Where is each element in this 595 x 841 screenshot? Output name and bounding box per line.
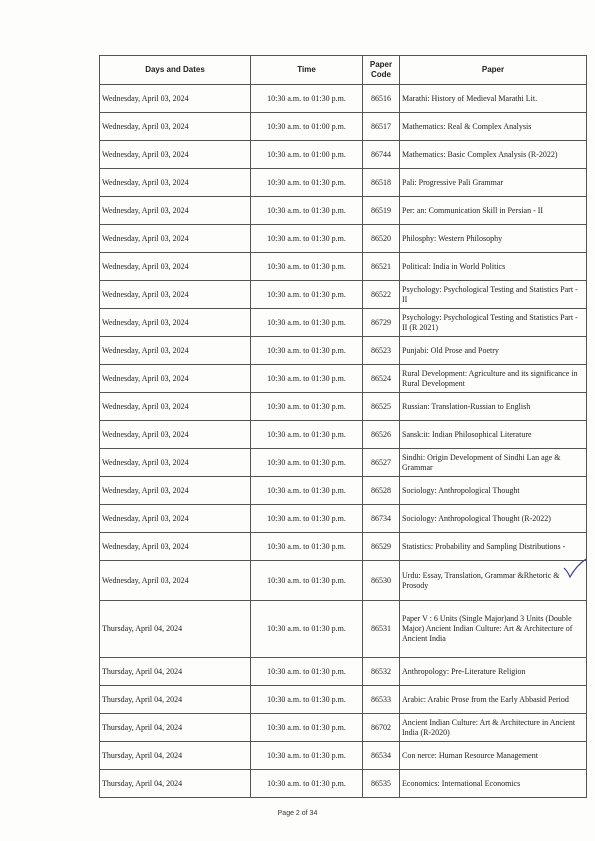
cell-day: Wednesday, April 03, 2024 — [100, 533, 251, 561]
cell-day: Wednesday, April 03, 2024 — [100, 253, 251, 281]
cell-time: 10:30 a.m. to 01:30 p.m. — [251, 421, 363, 449]
table-row — [100, 421, 587, 449]
table-row — [100, 337, 587, 365]
table-row — [100, 169, 587, 197]
cell-day: Wednesday, April 03, 2024 — [100, 225, 251, 253]
table-row — [100, 225, 587, 253]
cell-code: 86521 — [363, 253, 400, 281]
cell-paper: Punjabi: Old Prose and Poetry — [400, 337, 587, 365]
cell-paper: Sindhi: Origin Development of Sindhi Lan age & Grammar — [400, 449, 587, 477]
cell-code: 86527 — [363, 449, 400, 477]
cell-day: Thursday, April 04, 2024 — [100, 686, 251, 714]
table-row — [100, 449, 587, 477]
cell-paper: Statistics: Probability and Sampling Distributions - — [400, 533, 587, 561]
cell-code: 86530 — [363, 561, 400, 601]
cell-time: 10:30 a.m. to 01:30 p.m. — [251, 393, 363, 421]
cell-paper: Political: India in World Politics — [400, 253, 587, 281]
table-row — [100, 141, 587, 169]
cell-time: 10:30 a.m. to 01:30 p.m. — [251, 225, 363, 253]
cell-paper: Psychology: Psychological Testing and Statistics Part - II (R 2021) — [400, 309, 587, 337]
table-body — [100, 85, 587, 798]
cell-paper: Sansk:it: Indian Philosophical Literature — [400, 421, 587, 449]
cell-day: Wednesday, April 03, 2024 — [100, 477, 251, 505]
cell-code: 86734 — [363, 505, 400, 533]
cell-code: 86744 — [363, 141, 400, 169]
table-row — [100, 197, 587, 225]
cell-day: Thursday, April 04, 2024 — [100, 714, 251, 742]
cell-paper: Marathi: History of Medieval Marathi Lit. — [400, 85, 587, 113]
cell-code: 86519 — [363, 197, 400, 225]
cell-day: Wednesday, April 03, 2024 — [100, 421, 251, 449]
exam-schedule-table — [99, 55, 587, 798]
cell-time: 10:30 a.m. to 01:30 p.m. — [251, 281, 363, 309]
table-row — [100, 309, 587, 337]
cell-time: 10:30 a.m. to 01:30 p.m. — [251, 770, 363, 798]
table-row — [100, 686, 587, 714]
table-row — [100, 658, 587, 686]
cell-paper: Philosphy: Western Philosophy — [400, 225, 587, 253]
header-days-and-dates: Days and Dates — [100, 56, 251, 85]
cell-code: 86518 — [363, 169, 400, 197]
cell-time: 10:30 a.m. to 01:30 p.m. — [251, 365, 363, 393]
cell-code: 86524 — [363, 365, 400, 393]
cell-paper: Sociology: Anthropological Thought (R-2022) — [400, 505, 587, 533]
table-header-row — [100, 56, 587, 85]
cell-paper: Pali: Progressive Pali Grammar — [400, 169, 587, 197]
header-time: Time — [251, 56, 363, 85]
cell-day: Thursday, April 04, 2024 — [100, 658, 251, 686]
table-row — [100, 770, 587, 798]
cell-day: Wednesday, April 03, 2024 — [100, 85, 251, 113]
cell-day: Wednesday, April 03, 2024 — [100, 309, 251, 337]
cell-code: 86531 — [363, 601, 400, 658]
cell-paper: Economics: International Economics — [400, 770, 587, 798]
cell-day: Wednesday, April 03, 2024 — [100, 337, 251, 365]
cell-time: 10:30 a.m. to 01:30 p.m. — [251, 169, 363, 197]
cell-day: Wednesday, April 03, 2024 — [100, 561, 251, 601]
table-row — [100, 601, 587, 658]
cell-paper: Urdu: Essay, Translation, Grammar &Rhetoric & Prosody — [400, 561, 587, 601]
table-row — [100, 477, 587, 505]
cell-code: 86520 — [363, 225, 400, 253]
table-row — [100, 281, 587, 309]
cell-paper: Con nerce: Human Resource Management — [400, 742, 587, 770]
cell-paper: Ancient Indian Culture: Art & Architecture in Ancient India (R-2020) — [400, 714, 587, 742]
cell-day: Wednesday, April 03, 2024 — [100, 365, 251, 393]
cell-time: 10:30 a.m. to 01:30 p.m. — [251, 561, 363, 601]
header-paper: Paper — [400, 56, 587, 85]
table-row — [100, 742, 587, 770]
cell-day: Thursday, April 04, 2024 — [100, 742, 251, 770]
page-number-footer: Page 2 of 34 — [277, 810, 318, 817]
cell-day: Wednesday, April 03, 2024 — [100, 281, 251, 309]
table-row — [100, 714, 587, 742]
table-row — [100, 365, 587, 393]
cell-day: Wednesday, April 03, 2024 — [100, 113, 251, 141]
cell-paper: Rural Development: Agriculture and its significance in Rural Development — [400, 365, 587, 393]
cell-day: Thursday, April 04, 2024 — [100, 770, 251, 798]
cell-day: Wednesday, April 03, 2024 — [100, 169, 251, 197]
cell-code: 86516 — [363, 85, 400, 113]
table-row — [100, 561, 587, 601]
cell-code: 86528 — [363, 477, 400, 505]
table-row — [100, 253, 587, 281]
table-row — [100, 505, 587, 533]
cell-day: Wednesday, April 03, 2024 — [100, 449, 251, 477]
cell-code: 86526 — [363, 421, 400, 449]
cell-time: 10:30 a.m. to 01:30 p.m. — [251, 477, 363, 505]
cell-paper: Paper V : 6 Units (Single Major)and 3 Units (Double Major) Ancient Indian Culture: Art & Architecture of Ancient India — [400, 601, 587, 658]
cell-time: 10:30 a.m. to 01:30 p.m. — [251, 658, 363, 686]
cell-time: 10:30 a.m. to 01:30 p.m. — [251, 714, 363, 742]
cell-paper: Arabic: Arabic Prose from the Early Abbasid Period — [400, 686, 587, 714]
cell-time: 10:30 a.m. to 01:30 p.m. — [251, 742, 363, 770]
cell-time: 10:30 a.m. to 01:30 p.m. — [251, 85, 363, 113]
cell-time: 10:30 a.m. to 01:30 p.m. — [251, 601, 363, 658]
cell-time: 10:30 a.m. to 01:30 p.m. — [251, 337, 363, 365]
cell-time: 10:30 a.m. to 01:30 p.m. — [251, 505, 363, 533]
cell-time: 10:30 a.m. to 01:00 p.m. — [251, 113, 363, 141]
cell-time: 10:30 a.m. to 01:30 p.m. — [251, 449, 363, 477]
cell-time: 10:30 a.m. to 01:30 p.m. — [251, 197, 363, 225]
header-paper-code: Paper Code — [363, 56, 400, 85]
cell-day: Thursday, April 04, 2024 — [100, 601, 251, 658]
cell-code: 86529 — [363, 533, 400, 561]
cell-time: 10:30 a.m. to 01:30 p.m. — [251, 533, 363, 561]
cell-paper: Per: an: Communication Skill in Persian - II — [400, 197, 587, 225]
cell-code: 86522 — [363, 281, 400, 309]
cell-code: 86729 — [363, 309, 400, 337]
cell-time: 10:30 a.m. to 01:00 p.m. — [251, 141, 363, 169]
cell-paper: Mathematics: Real & Complex Analysis — [400, 113, 587, 141]
cell-time: 10:30 a.m. to 01:30 p.m. — [251, 309, 363, 337]
table-row — [100, 533, 587, 561]
cell-paper: Psychology: Psychological Testing and Statistics Part - II — [400, 281, 587, 309]
cell-code: 86533 — [363, 686, 400, 714]
cell-code: 86702 — [363, 714, 400, 742]
cell-paper: Anthropology: Pre-Literature Religion — [400, 658, 587, 686]
cell-code: 86534 — [363, 742, 400, 770]
cell-day: Wednesday, April 03, 2024 — [100, 505, 251, 533]
cell-paper: Russian: Translation-Russian to English — [400, 393, 587, 421]
handwritten-tick-mark — [562, 556, 588, 582]
cell-time: 10:30 a.m. to 01:30 p.m. — [251, 253, 363, 281]
cell-code: 86525 — [363, 393, 400, 421]
cell-code: 86523 — [363, 337, 400, 365]
cell-paper: Mathematics: Basic Complex Analysis (R-2022) — [400, 141, 587, 169]
cell-day: Wednesday, April 03, 2024 — [100, 393, 251, 421]
cell-paper: Sociology: Anthropological Thought — [400, 477, 587, 505]
cell-code: 86535 — [363, 770, 400, 798]
cell-day: Wednesday, April 03, 2024 — [100, 141, 251, 169]
cell-day: Wednesday, April 03, 2024 — [100, 197, 251, 225]
cell-time: 10:30 a.m. to 01:30 p.m. — [251, 686, 363, 714]
table-row — [100, 113, 587, 141]
table-row — [100, 85, 587, 113]
table-row — [100, 393, 587, 421]
cell-code: 86532 — [363, 658, 400, 686]
cell-code: 86517 — [363, 113, 400, 141]
